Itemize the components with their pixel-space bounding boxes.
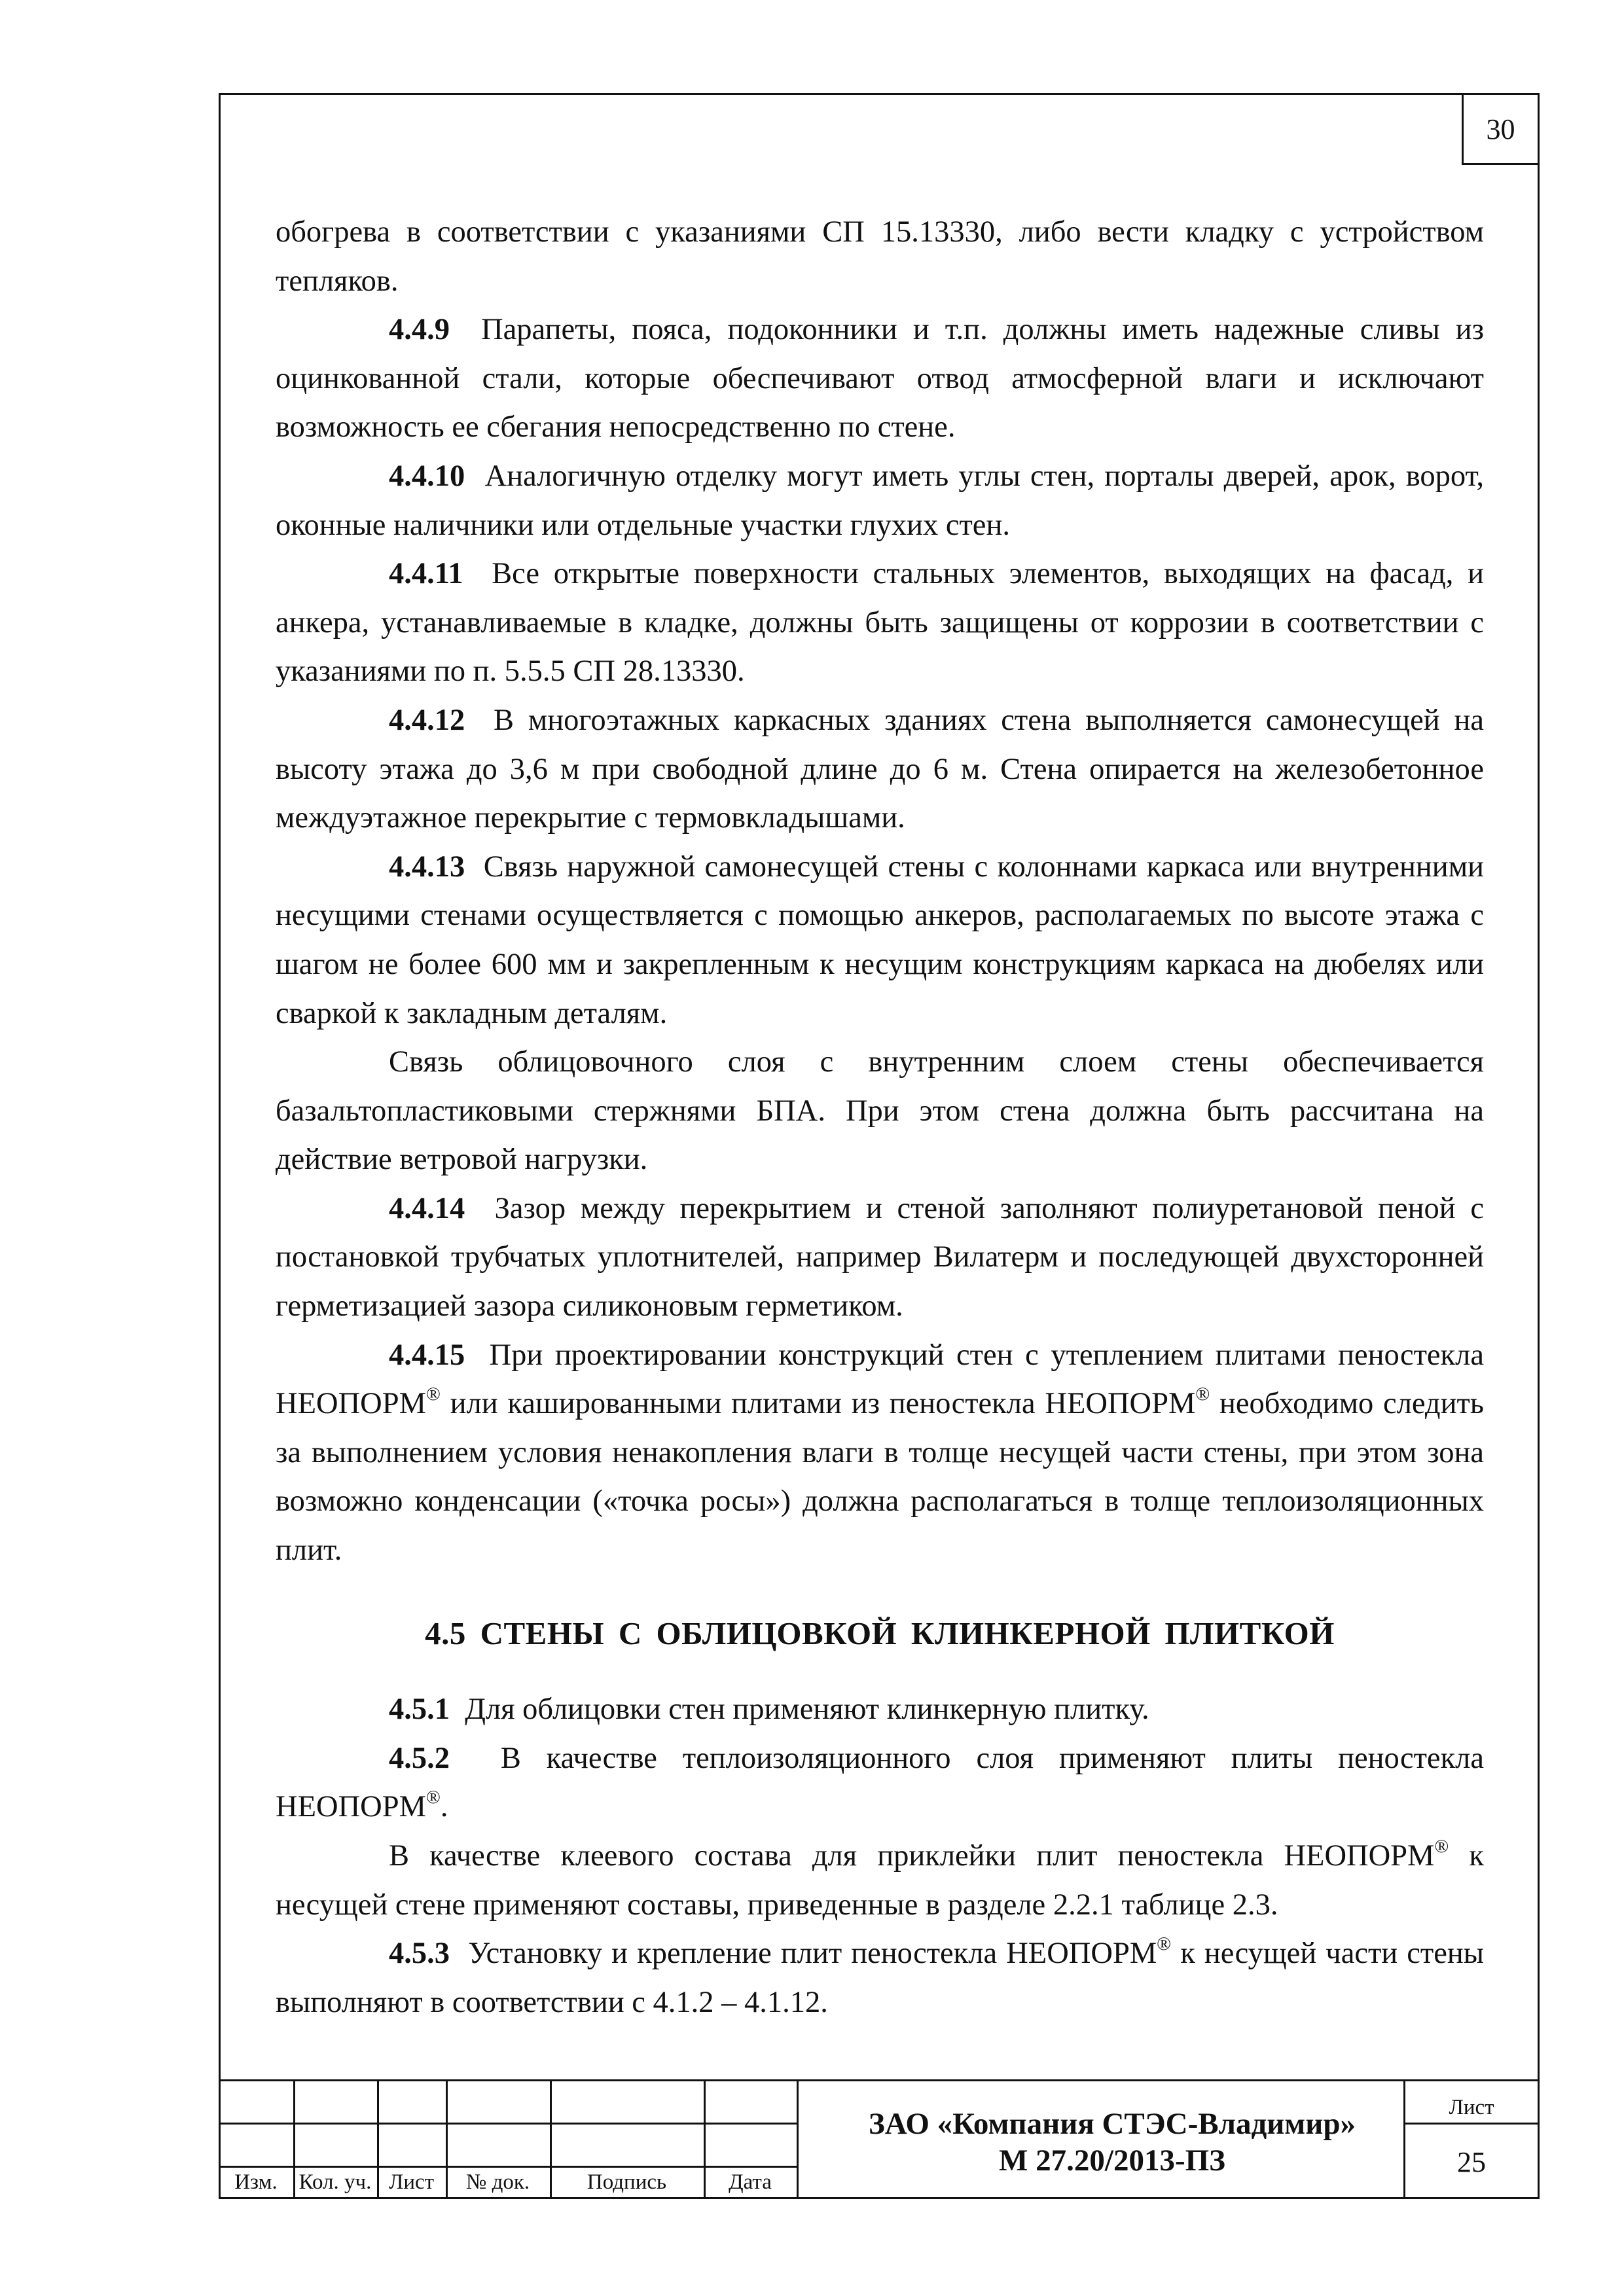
paragraph: 4.4.15 При проектировании конструкций стен с утеплением плитами пеностекла НЕОПОРМ® или кашированными плитами из пеностекла НЕОПОРМ® необходимо следить за выполнением условия ненакопления влаги в толще несущей части стены, при этом зона возможно конденсации («точка росы») должна располагаться в толще теплоизоляционных плит. <box>276 1338 1484 1568</box>
stamp-col-count: Кол. уч. <box>298 2170 372 2194</box>
sheet-number: 25 <box>1457 2145 1486 2178</box>
stamp-line <box>219 2079 1540 2081</box>
registered-mark: ® <box>425 1384 441 1405</box>
registered-mark: ® <box>1195 1384 1210 1405</box>
stamp-company-block <box>797 2106 1428 2179</box>
clause-number: 4.4.14 <box>389 1191 465 1225</box>
paragraph: В качестве клеевого состава для приклейки плит пеностекла НЕОПОРМ® к несущей стене применяют составы, приведенные в разделе 2.2.1 таблице 2.3. <box>276 1835 1485 1922</box>
paragraph: 4.5.2 В качестве теплоизоляционного слоя применяют плиты пеностекла НЕОПОРМ®. <box>276 1741 1484 1824</box>
paragraph: 4.4.11 Все открытые поверхности стальных элементов, выходящих на фасад, и анкера, устанавливаемые в кладке, должны быть защищены от коррозии в соответствии с указаниями по п. 5.5.5 СП 28.13330. <box>276 557 1484 689</box>
registered-mark: ® <box>1434 1835 1449 1857</box>
company-name: ЗАО «Компания СТЭС-Владимир» <box>868 2107 1356 2141</box>
clause-number: 4.4.15 <box>389 1338 465 1372</box>
registered-mark: ® <box>425 1787 441 1808</box>
clause-number: 4.5.2 <box>389 1741 450 1775</box>
paragraph: 4.4.13 Связь наружной самонесущей стены с колоннами каркаса или внутренними несущими стенами осуществляется с помощью анкеров, располагаемых по высоте этажа с шагом не более 600 мм и закрепленным к несущим конструкциям каркаса на дюбелях или сваркой к закладным деталям. <box>276 850 1485 1030</box>
paragraph: 4.4.10 Аналогичную отделку могут иметь углы стен, порталы дверей, арок, ворот, оконные наличники или отдельные участки глухих стен. <box>276 459 1484 542</box>
clause-number: 4.4.13 <box>389 850 465 884</box>
sheet-label: Лист <box>1449 2095 1494 2119</box>
title-block <box>219 2079 1540 2199</box>
stamp-col-doc-number: № док. <box>465 2170 530 2194</box>
stamp-col-signature: Подпись <box>586 2170 667 2194</box>
top-page-number <box>1462 93 1540 165</box>
paragraph: обогрева в соответствии с указаниями СП 15.13330, либо вести кладку с устройством тепляков. <box>276 215 1484 298</box>
clause-number: 4.4.9 <box>389 313 450 347</box>
clause-number: 4.4.10 <box>389 459 465 493</box>
document-code: М 27.20/2013-ПЗ <box>999 2144 1225 2178</box>
clause-number: 4.5.1 <box>389 1693 450 1727</box>
stamp-line <box>219 2123 797 2125</box>
registered-mark: ® <box>1157 1933 1172 1955</box>
section-heading: 4.5 СТЕНЫ С ОБЛИЦОВКОЙ КЛИНКЕРНОЙ ПЛИТКОЙ <box>425 1615 1335 1651</box>
paragraph: 4.5.3 Установку и крепление плит пеностекла НЕОПОРМ® к несущей части стены выполняют в соответствии с 4.1.2 – 4.1.12. <box>276 1933 1485 2019</box>
stamp-col-change: Изм. <box>234 2170 278 2194</box>
paragraph: 4.4.12 В многоэтажных каркасных зданиях стена выполняется самонесущей на высоту этажа до 3,6 м при свободной длине до 6 м. Стена опирается на железобетонное междуэтажное перекрытие с термовкладышами. <box>276 703 1485 835</box>
paragraph: 4.5.1 Для облицовки стен применяют клинкерную плитку. <box>389 1693 1149 1727</box>
stamp-col-date: Дата <box>729 2170 772 2194</box>
paragraph: Связь облицовочного слоя с внутренним слоем стены обеспечивается базальтопластиковыми стержнями БПА. При этом стена должна быть рассчитана на действие ветровой нагрузки. <box>276 1045 1484 1177</box>
paragraph: 4.4.14 Зазор между перекрытием и стеной заполняют полиуретановой пеной с постановкой трубчатых уплотнителей, например Вилатерм и последующей двухсторонней герметизацией зазора силиконовым герметиком. <box>276 1191 1484 1323</box>
clause-number: 4.5.3 <box>389 1937 450 1971</box>
clause-number: 4.4.11 <box>389 557 463 591</box>
clause-number: 4.4.12 <box>389 703 465 737</box>
top-page-number-text: 30 <box>1486 113 1515 145</box>
paragraph: 4.4.9 Парапеты, пояса, подоконники и т.п. должны иметь надежные сливы из оцинкованной стали, которые обеспечивают отвод атмосферной влаги и исключают возможность ее сбегания непосредственно по стене. <box>276 313 1484 444</box>
document-body <box>276 208 1484 2027</box>
stamp-col-sheet: Лист <box>388 2170 435 2194</box>
